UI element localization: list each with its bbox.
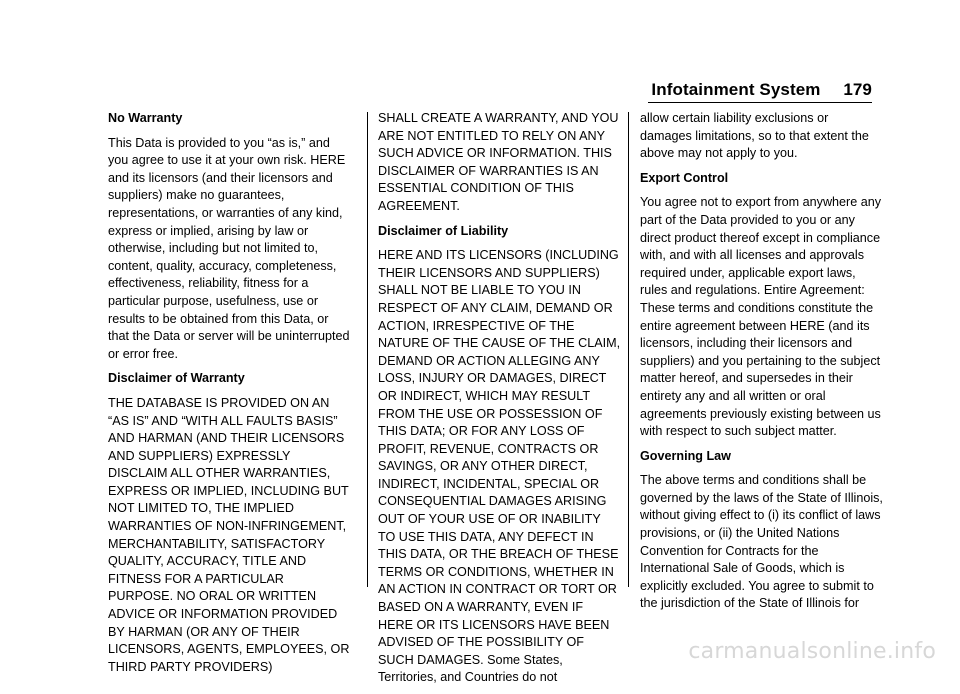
section-heading-disclaimer-of-warranty: Disclaimer of Warranty (108, 371, 245, 386)
column-divider (628, 112, 629, 587)
paragraph-liability-continued: allow certain liability exclusions or damages limitations, so to that extent the above may not apply to you. (640, 111, 869, 161)
text-column-2 (378, 110, 621, 694)
paragraph-no-warranty: This Data is provided to you “as is,” and you agree to use it at your own risk. HERE and its licensors (and their licensors and suppliers) make no guarantees, representations, or warranties of any kind, express or implied, arising by law or otherwise, including but not limited to, content, quality, accuracy, completeness, effectiveness, reliability, fitness for a particular purpose, usefulness, use or results to be obtained from this Data, or that the Data or server will be uninterrupted or error free. (108, 135, 350, 361)
paragraph-warranty-continued: SHALL CREATE A WARRANTY, AND YOU ARE NOT ENTITLED TO RELY ON ANY SUCH ADVICE OR INFORMATION. THIS DISCLAIMER OF WARRANTIES IS AN ESSENTIAL CONDITION OF THIS AGREEMENT. (378, 111, 619, 213)
watermark: carmanualsonline.info (688, 639, 936, 664)
section-title: Infotainment System (651, 80, 821, 99)
paragraph-disclaimer-of-liability: HERE AND ITS LICENSORS (INCLUDING THEIR LICENSORS AND SUPPLIERS) SHALL NOT BE LIABLE TO YOU IN RESPECT OF ANY CLAIM, DEMAND OR ACTION, IRRESPECTIVE OF THE NATURE OF THE CAUSE OF THE CLAIM, DEMAND OR ACTION ALLEGING ANY LOSS, INJURY OR DAMAGES, DIRECT OR INDIRECT, WHICH MAY RESULT FROM THE USE OR POSSESSION OF THIS DATA; OR FOR ANY LOSS OF PROFIT, REVENUE, CONTRACTS OR SAVINGS, OR ANY OTHER DIRECT, INDIRECT, INCIDENTAL, SPECIAL OR CONSEQUENTIAL DAMAGES ARISING OUT OF YOUR USE OF OR INABILITY TO USE THIS DATA, ANY DEFECT IN THIS DATA, OR THE BREACH OF THESE TERMS OR CONDITIONS, WHETHER IN AN ACTION IN CONTRACT OR TORT OR BASED ON A WARRANTY, EVEN IF HERE OR ITS LICENSORS HAVE BEEN ADVISED OF THE POSSIBILITY OF SUCH DAMAGES. Some States, Territories, and Countries do not (378, 248, 621, 685)
text-column-3 (640, 110, 883, 620)
page-number: 179 (843, 80, 872, 99)
section-heading-disclaimer-of-liability: Disclaimer of Liability (378, 223, 509, 238)
page-header (651, 80, 872, 100)
section-heading-export-control: Export Control (640, 170, 729, 185)
text-column-1 (108, 110, 351, 683)
paragraph-export-control: You agree not to export from anywhere any part of the Data provided to you or any direct product thereof except in compliance with, and with all licenses and approvals required under, applicable export laws, rules and regulations. Entire Agreement: These terms and conditions constitute the entire agreement between HERE (and its licensors, including their licensors and suppliers) and you pertaining to the subject matter hereof, and supersedes in their entirety any and all written or oral agreements previously existing between us with respect to such subject matter. (640, 195, 882, 439)
paragraph-disclaimer-of-warranty: THE DATABASE IS PROVIDED ON AN “AS IS” AND “WITH ALL FAULTS BASIS” AND HARMAN (AND THEIR LICENSORS AND SUPPLIERS) EXPRESSLY DISCLAIM ALL OTHER WARRANTIES, EXPRESS OR IMPLIED, INCLUDING BUT NOT LIMITED TO, THE IMPLIED WARRANTIES OF NON-INFRINGEMENT, MERCHANTABILITY, SATISFACTORY QUALITY, ACCURACY, TITLE AND FITNESS FOR A PARTICULAR PURPOSE. NO ORAL OR WRITTEN ADVICE OR INFORMATION PROVIDED BY HARMAN (OR ANY OF THEIR LICENSORS, AGENTS, EMPLOYEES, OR THIRD PARTY PROVIDERS) (108, 395, 350, 674)
paragraph-governing-law: The above terms and conditions shall be governed by the laws of the State of Illinois, without giving effect to (i) its conflict of laws provisions, or (ii) the United Nations Convention for Contracts for the International Sale of Goods, which is explicitly excluded. You agree to submit to the jurisdiction of the State of Illinois for (640, 473, 883, 611)
section-heading-governing-law: Governing Law (640, 448, 731, 463)
header-rule (648, 102, 872, 103)
column-divider (367, 112, 368, 587)
section-heading-no-warranty: No Warranty (108, 111, 183, 125)
